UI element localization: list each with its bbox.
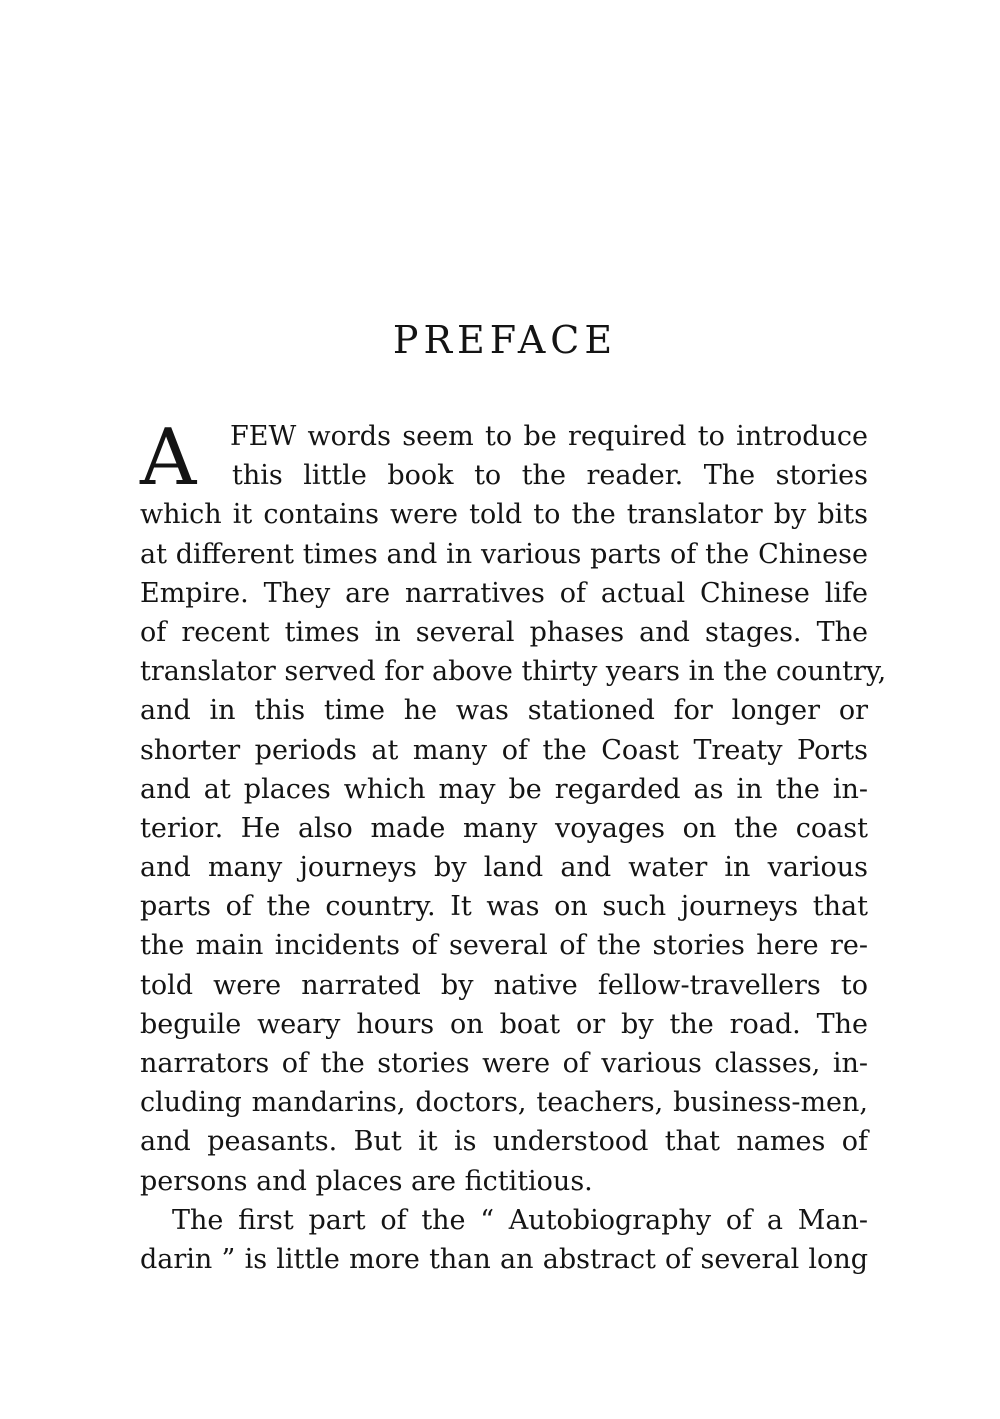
text-line: darin ” is little more than an abstract of several long xyxy=(140,1243,868,1275)
text-line: the main incidents of several of the stories here re- xyxy=(140,930,868,962)
text-line: of recent times in several phases and stages. The xyxy=(140,616,868,648)
text-line: parts of the country. It was on such journeys that xyxy=(140,891,868,923)
text-line: narrators of the stories were of various classes, in- xyxy=(140,1048,868,1079)
text-line: FEW words seem to be required to introduce xyxy=(230,421,868,452)
text-line: beguile weary hours on boat or by the road. The xyxy=(140,1008,868,1040)
text-line: and at places which may be regarded as in the in- xyxy=(140,773,868,805)
text-line: terior. He also made many voyages on the coast xyxy=(140,812,868,844)
text-line: and peasants. But it is understood that names of xyxy=(140,1126,868,1158)
text-line: translator served for above thirty years in the country, xyxy=(140,656,887,688)
preface-text xyxy=(140,413,887,1279)
text-line: and in this time he was stationed for longer or xyxy=(140,695,868,727)
text-line: persons and places are fictitious. xyxy=(140,1165,593,1197)
text-line: shorter periods at many of the Coast Treaty Ports xyxy=(140,734,868,766)
text-line: The first part of the “ Autobiography of a Man- xyxy=(172,1204,868,1236)
text-line: told were narrated by native fellow-travellers to xyxy=(140,969,868,1001)
text-line: which it contains were told to the translator by bits xyxy=(140,499,868,531)
text-line: cluding mandarins, doctors, teachers, business-men, xyxy=(140,1087,868,1119)
text-line: and many journeys by land and water in various xyxy=(140,852,868,884)
drop-cap: A xyxy=(140,413,197,503)
text-line: Empire. They are narratives of actual Chinese life xyxy=(140,577,868,609)
page-title: PREFACE xyxy=(392,318,618,362)
text-line: at different times and in various parts of the Chinese xyxy=(140,538,868,570)
text-line: this little book to the reader. The stories xyxy=(232,460,868,492)
